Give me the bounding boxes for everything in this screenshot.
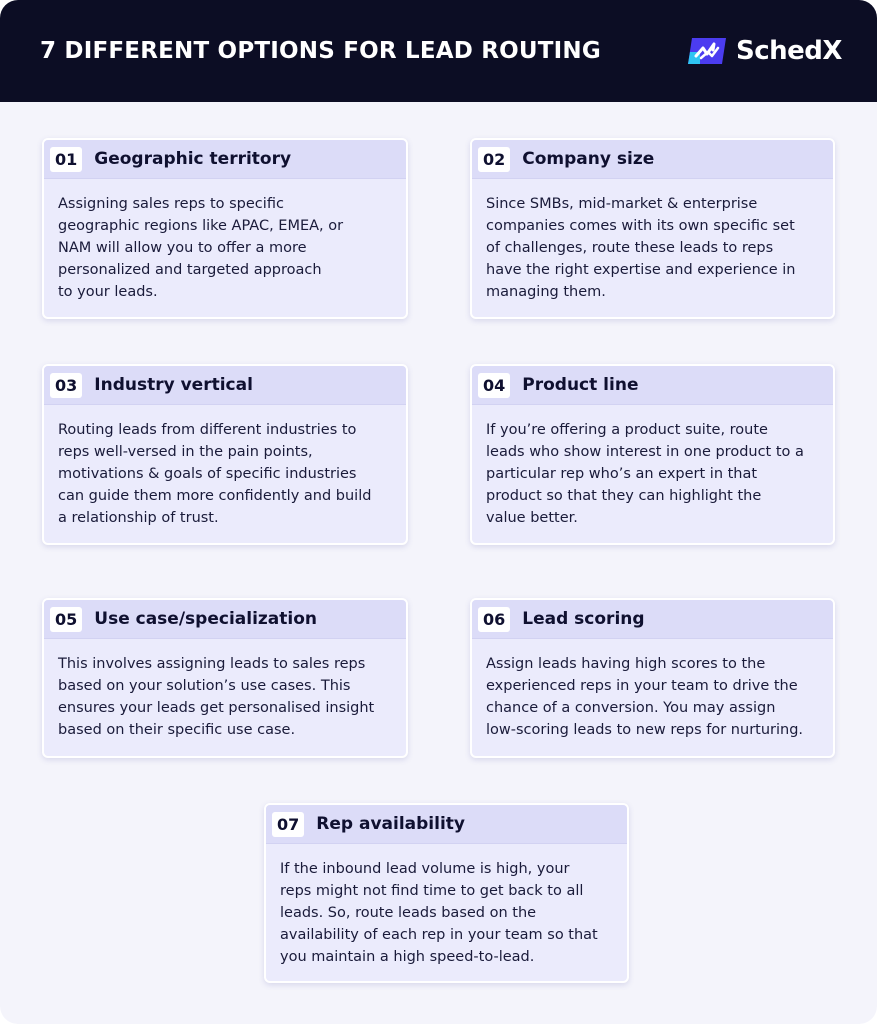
description-line: companies comes with its own specific set (486, 218, 795, 234)
description-line: particular rep who’s an expert in that (486, 466, 758, 482)
option-number: 01 (50, 147, 82, 172)
card-header (472, 140, 833, 179)
description-line: Assigning sales reps to specific (58, 196, 284, 212)
option-description (472, 405, 833, 529)
option-card-company-size (470, 138, 835, 319)
description-line: product so that they can highlight the (486, 488, 762, 504)
option-card-lead-scoring (470, 598, 835, 758)
option-description (266, 844, 627, 968)
option-number: 07 (272, 812, 304, 837)
option-description (44, 639, 406, 741)
option-number: 04 (478, 373, 510, 398)
option-title: Use case/specialization (94, 609, 317, 629)
description-line: have the right expertise and experience in (486, 262, 796, 278)
description-line: NAM will allow you to offer a more (58, 240, 307, 256)
description-line: you maintain a high speed-to-lead. (280, 949, 535, 965)
header-bar (0, 0, 877, 102)
card-header (44, 140, 406, 179)
description-line: availability of each rep in your team so that (280, 927, 598, 943)
option-description (44, 405, 406, 529)
description-line: Routing leads from different industries to (58, 422, 357, 438)
option-number: 03 (50, 373, 82, 398)
description-line: reps well-versed in the pain points, (58, 444, 313, 460)
option-description (472, 639, 833, 741)
option-title: Lead scoring (522, 609, 645, 629)
description-line: based on your solution’s use cases. This (58, 678, 351, 694)
option-card-use-case (42, 598, 408, 758)
brand-name: SchedX (736, 36, 842, 66)
description-line: ensures your leads get personalised insight (58, 700, 375, 716)
option-description (472, 179, 833, 303)
description-line: based on their specific use case. (58, 722, 296, 738)
card-header (472, 600, 833, 639)
card-header (266, 805, 627, 844)
description-line: of challenges, route these leads to reps (486, 240, 774, 256)
page-title: 7 DIFFERENT OPTIONS FOR LEAD ROUTING (40, 38, 601, 64)
option-title: Geographic territory (94, 149, 292, 169)
option-card-industry-vertical (42, 364, 408, 545)
description-line: can guide them more confidently and build (58, 488, 372, 504)
description-line: low-scoring leads to new reps for nurturing. (486, 722, 804, 738)
option-card-geographic-territory (42, 138, 408, 319)
schedx-logo-icon (686, 34, 728, 68)
option-number: 02 (478, 147, 510, 172)
option-title: Industry vertical (94, 375, 253, 395)
card-header (44, 366, 406, 405)
option-card-rep-availability (264, 803, 629, 983)
description-line: leads. So, route leads based on the (280, 905, 537, 921)
description-line: This involves assigning leads to sales reps (58, 656, 366, 672)
option-number: 06 (478, 607, 510, 632)
description-line: reps might not find time to get back to all (280, 883, 584, 899)
description-line: If you’re offering a product suite, route (486, 422, 768, 438)
card-header (44, 600, 406, 639)
brand (686, 34, 842, 68)
option-card-product-line (470, 364, 835, 545)
option-title: Product line (522, 375, 639, 395)
description-line: experienced reps in your team to drive the (486, 678, 798, 694)
description-line: a relationship of trust. (58, 510, 219, 526)
description-line: chance of a conversion. You may assign (486, 700, 776, 716)
description-line: personalized and targeted approach (58, 262, 322, 278)
option-title: Company size (522, 149, 655, 169)
description-line: value better. (486, 510, 578, 526)
description-line: If the inbound lead volume is high, your (280, 861, 570, 877)
card-header (472, 366, 833, 405)
description-line: motivations & goals of specific industries (58, 466, 357, 482)
description-line: geographic regions like APAC, EMEA, or (58, 218, 344, 234)
option-description (44, 179, 406, 303)
description-line: to your leads. (58, 284, 158, 300)
description-line: Assign leads having high scores to the (486, 656, 766, 672)
description-line: leads who show interest in one product to a (486, 444, 804, 460)
description-line: managing them. (486, 284, 606, 300)
option-title: Rep availability (316, 814, 465, 834)
description-line: Since SMBs, mid-market & enterprise (486, 196, 758, 212)
option-number: 05 (50, 607, 82, 632)
